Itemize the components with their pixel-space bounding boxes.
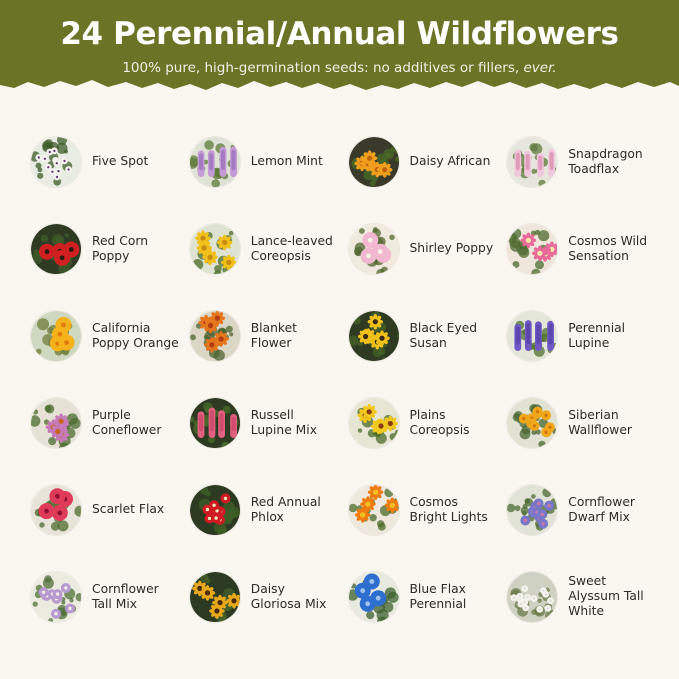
flower-item xyxy=(183,466,338,553)
flower-name-label: Blue Flax Perennial xyxy=(409,581,467,611)
flower-photo-icon xyxy=(348,484,400,536)
flower-photo-icon xyxy=(30,397,82,449)
flower-item xyxy=(24,466,179,553)
flower-photo-icon xyxy=(30,136,82,188)
flower-photo-icon xyxy=(506,136,558,188)
flower-name-label: Siberian Wallflower xyxy=(568,407,632,437)
flower-item xyxy=(183,118,338,205)
flower-item xyxy=(500,466,655,553)
flower-item xyxy=(24,553,179,640)
flower-name-label: Sweet Alyssum Tall White xyxy=(568,574,644,618)
flower-name-label: Red Annual Phlox xyxy=(250,494,321,524)
flower-name-label: Plains Coreopsis xyxy=(409,407,470,437)
flower-item xyxy=(24,118,179,205)
flower-name-label: Black Eyed Susan xyxy=(409,320,478,350)
flower-item xyxy=(342,118,497,205)
flower-name-label: Lemon Mint xyxy=(250,154,323,168)
flower-item xyxy=(500,553,655,640)
flower-photo-icon xyxy=(506,223,558,275)
flower-name-label: Lance-leaved Coreopsis xyxy=(250,233,333,263)
flower-item xyxy=(500,118,655,205)
flower-photo-icon xyxy=(189,484,241,536)
flower-photo-icon xyxy=(30,484,82,536)
flower-name-label: Daisy Gloriosa Mix xyxy=(250,581,327,611)
flower-photo-icon xyxy=(506,310,558,362)
flower-item xyxy=(183,292,338,379)
flower-photo-icon xyxy=(348,310,400,362)
flower-photo-icon xyxy=(348,223,400,275)
flower-name-label: Perennial Lupine xyxy=(568,320,626,350)
flower-item xyxy=(342,292,497,379)
flower-item xyxy=(500,292,655,379)
flower-grid xyxy=(0,118,679,640)
flower-name-label: Daisy African xyxy=(409,154,491,168)
flower-photo-icon xyxy=(30,571,82,623)
flower-photo-icon xyxy=(30,223,82,275)
flower-photo-icon xyxy=(189,571,241,623)
flower-item xyxy=(500,205,655,292)
torn-paper-edge-icon xyxy=(0,75,679,97)
flower-photo-icon xyxy=(189,136,241,188)
subtitle-main-text: 100% pure, high-germination seeds: no additives or fillers, xyxy=(122,60,520,76)
flower-item xyxy=(342,205,497,292)
subtitle-emphasis-text: ever. xyxy=(523,60,557,76)
flower-item xyxy=(183,379,338,466)
flower-name-label: Russell Lupine Mix xyxy=(250,407,317,437)
flower-item xyxy=(24,205,179,292)
header-band xyxy=(0,0,679,96)
flower-item xyxy=(24,292,179,379)
flower-name-label: Shirley Poppy xyxy=(409,241,494,255)
flower-name-label: Red Corn Poppy xyxy=(92,233,149,263)
flower-name-label: Purple Coneflower xyxy=(92,407,162,437)
flower-name-label: Blanket Flower xyxy=(250,320,298,350)
flower-photo-icon xyxy=(348,397,400,449)
flower-photo-icon xyxy=(506,397,558,449)
flower-photo-icon xyxy=(348,136,400,188)
flower-item xyxy=(183,205,338,292)
flower-item xyxy=(24,379,179,466)
flower-photo-icon xyxy=(189,397,241,449)
flower-item xyxy=(342,379,497,466)
page-title: 24 Perennial/Annual Wildflowers xyxy=(60,16,619,52)
flower-name-label: Five Spot xyxy=(92,154,149,168)
flower-photo-icon xyxy=(506,571,558,623)
flower-item xyxy=(342,466,497,553)
flower-photo-icon xyxy=(189,223,241,275)
flower-name-label: Cosmos Wild Sensation xyxy=(568,233,648,263)
flower-photo-icon xyxy=(348,571,400,623)
flower-item xyxy=(500,379,655,466)
flower-name-label: California Poppy Orange xyxy=(92,320,179,350)
flower-name-label: Cornflower Dwarf Mix xyxy=(568,494,635,524)
flower-photo-icon xyxy=(189,310,241,362)
flower-item xyxy=(342,553,497,640)
flower-name-label: Snapdragon Toadflax xyxy=(568,146,643,176)
flower-photo-icon xyxy=(506,484,558,536)
flower-name-label: Cosmos Bright Lights xyxy=(409,494,488,524)
flower-photo-icon xyxy=(30,310,82,362)
flower-name-label: Scarlet Flax xyxy=(92,502,165,516)
flower-item xyxy=(183,553,338,640)
flower-name-label: Cornflower Tall Mix xyxy=(92,581,159,611)
